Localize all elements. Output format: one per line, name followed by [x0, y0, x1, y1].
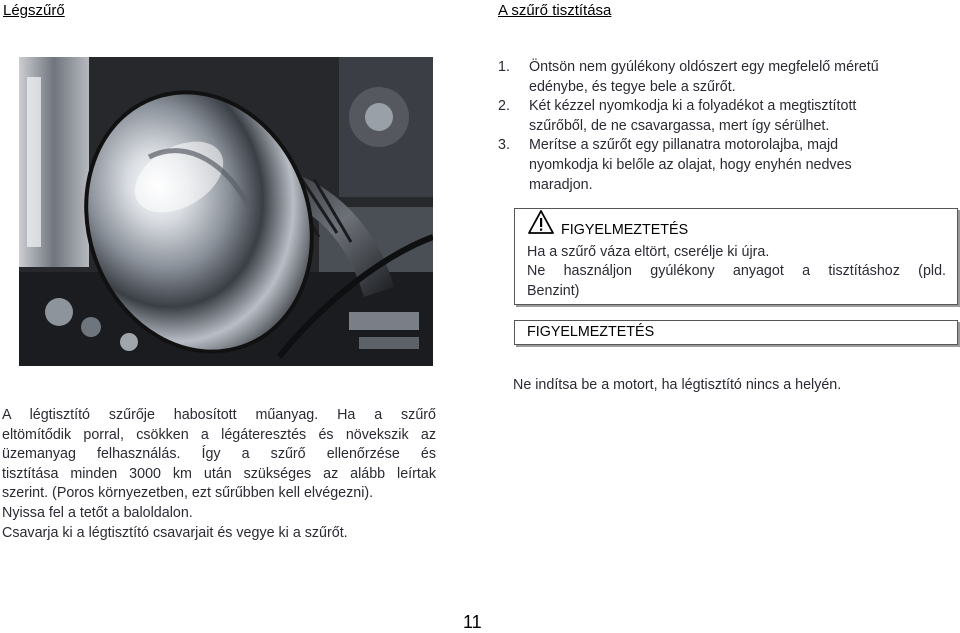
list-item — [498, 136, 943, 195]
paragraph-line: Nyissa fel a tetőt a baloldalon. — [2, 504, 193, 521]
engine-warning-text: Ne indítsa be a motort, ha légtisztító nincs a helyén. — [513, 377, 842, 393]
paragraph-line: tisztítása minden 3000 km után szükséges az alább leírtak — [2, 465, 436, 482]
step-text-line: Két kézzel nyomkodja ki a folyadékot a megtisztított — [529, 98, 857, 115]
list-item — [498, 58, 943, 97]
step-text-line: maradjon. — [529, 176, 593, 193]
step-text-line: edénybe, és tegye bele a szűrőt. — [529, 78, 736, 95]
warning-title: FIGYELMEZTETÉS — [561, 222, 689, 238]
list-item — [498, 97, 943, 136]
warning-box-filter-damage — [514, 208, 958, 305]
step-number: 2. — [498, 98, 510, 115]
step-text-line: Öntsön nem gyúlékony oldószert egy megfelelő méretű — [529, 59, 879, 75]
step-text-line: Merítse a szűrőt egy pillanatra motorolajba, majd — [529, 137, 839, 154]
page-number: 11 — [463, 612, 482, 632]
step-number: 1. — [498, 59, 510, 75]
warning-text-line: Ha a szűrő váza eltört, cserélje ki újra. — [527, 243, 770, 260]
step-text-line: nyomkodja ki belőle az olajat, hogy enyhén nedves — [529, 156, 852, 173]
air-filter-photo — [19, 57, 433, 366]
step-text-line: szűrőből, de ne csavargassa, mert így sérülhet. — [529, 117, 830, 134]
section-heading-filter-cleaning: A szűrő tisztítása — [498, 2, 612, 19]
warning-box-engine — [514, 320, 958, 345]
warning-title-row — [527, 209, 946, 242]
warning-text-line: Benzint) — [527, 282, 580, 299]
paragraph-line: Csavarja ki a légtisztító csavarjait és vegye ki a szűrőt. — [2, 524, 348, 541]
paragraph-line: szerint. (Poros környezetben, ezt sűrűbben kell elvégezni). — [2, 485, 374, 502]
step-number: 3. — [498, 137, 510, 154]
cleaning-steps-list — [498, 58, 943, 195]
paragraph-line: A légtisztító szűrője habosított műanyag. Ha a szűrő — [2, 407, 436, 423]
warning-triangle-icon — [527, 209, 555, 242]
warning-title: FIGYELMEZTETÉS — [527, 324, 655, 340]
air-filter-description — [2, 406, 436, 543]
paragraph-line: eltömítődik porral, csökken a légáteresztés és növekszik az — [2, 426, 436, 443]
paragraph-line: üzemanyag felhasználás. Így a szűrő ellenőrzése és — [2, 446, 436, 463]
section-heading-air-filter: Légszűrő — [3, 2, 65, 19]
warning-text-line: Ne használjon gyúlékony anyagot a tisztításhoz (pld. — [527, 263, 946, 280]
